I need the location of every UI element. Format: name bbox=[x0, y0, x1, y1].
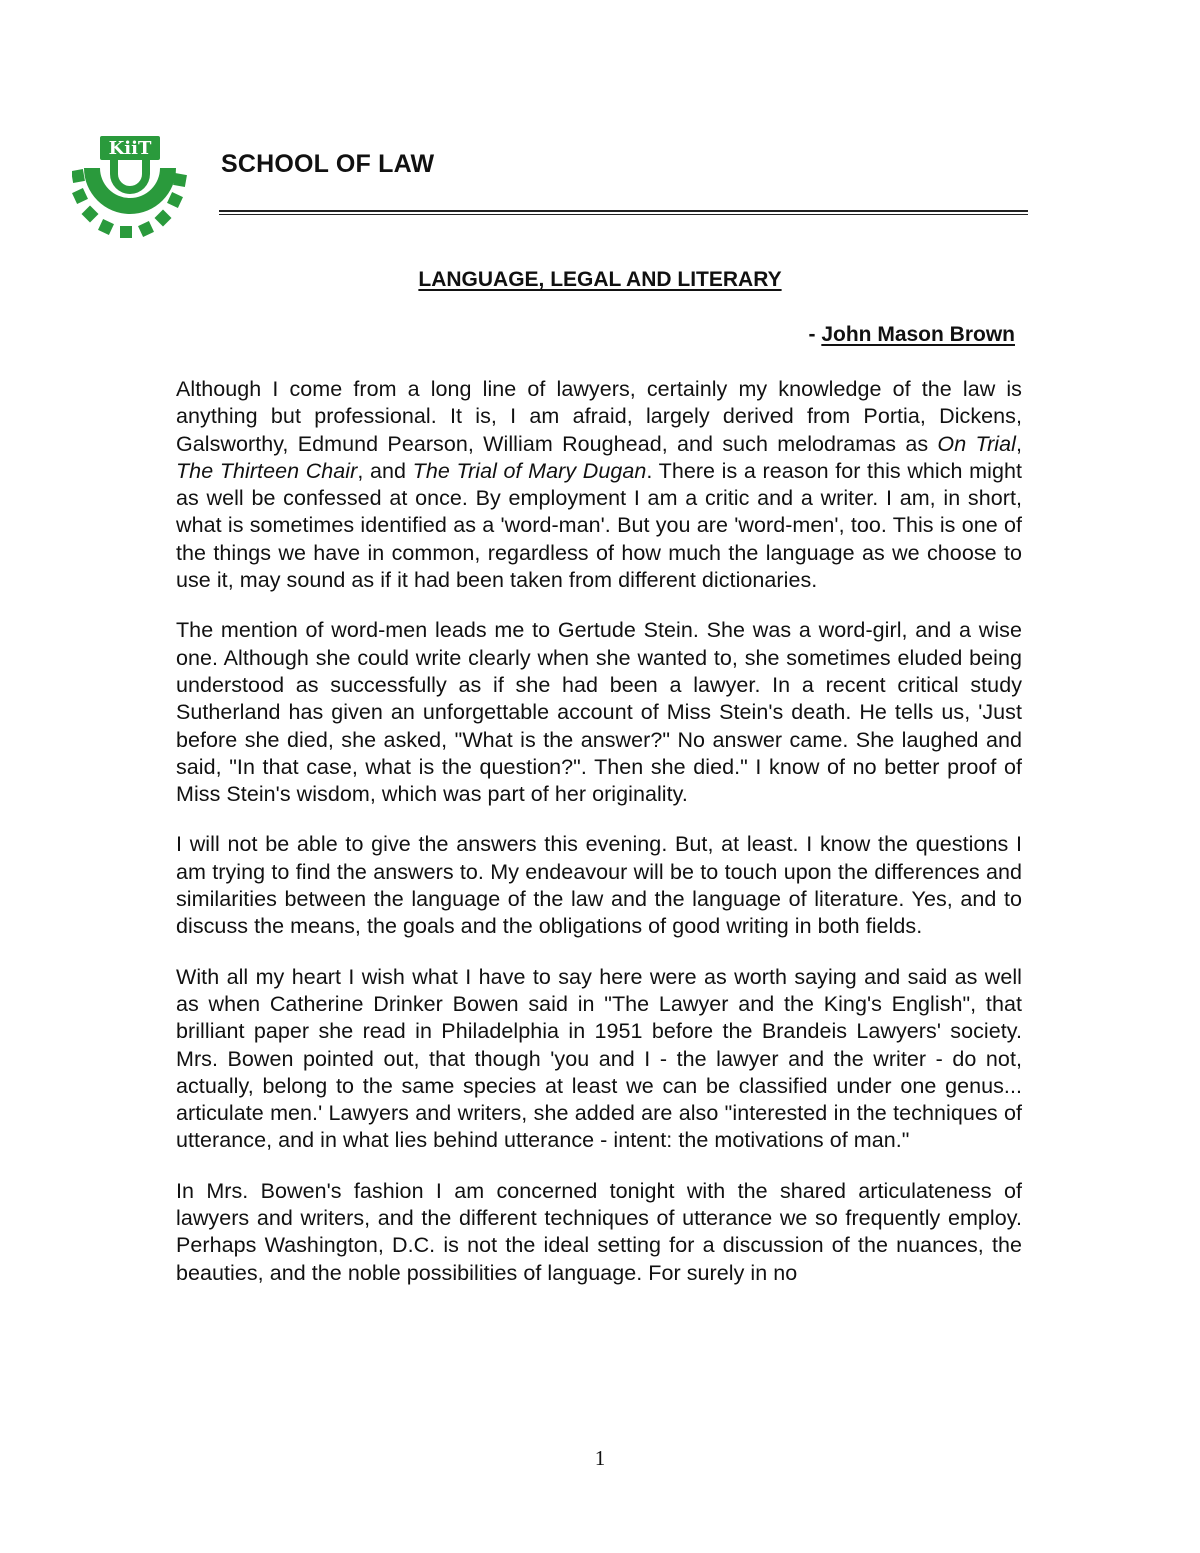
school-title: SCHOOL OF LAW bbox=[221, 150, 435, 178]
header-divider bbox=[219, 210, 1028, 215]
page-number: 1 bbox=[594, 1446, 606, 1470]
paragraph-3: I will not be able to give the answers this evening. But, at least. I know the questions I am trying to find the answers to. My endeavour will be to touch upon the differences and similarities between the language of the law and the language of literature. Yes, and to discuss the means, the goals and the obligations of good writing in both fields. bbox=[176, 832, 1022, 939]
paragraph-5: In Mrs. Bowen's fashion I am concerned tonight with the shared articulateness of lawyers and writers, and the different techniques of utterance we so frequently employ. Perhaps Washington, D.C. is not the ideal setting for a discussion of the nuances, the beauties, and the noble possibilities of language. For surely in no bbox=[176, 1178, 1022, 1285]
paragraph-2: The mention of word-men leads me to Gertude Stein. She was a word-girl, and a wise one. Although she could write clearly when she wanted to, she sometimes eluded being understood as successfully as if she had been a lawyer. In a recent critical study Sutherland has given an unforgettable account of Miss Stein's death. He tells us, 'Just before she died, she asked, "What is the answer?" No answer came. She laughed and said, "In that case, what is the question?". Then she died." I know of no better proof of Miss Stein's wisdom, which was part of her originality. bbox=[176, 618, 1022, 807]
paragraph-1-text-b: , bbox=[1015, 431, 1022, 456]
paragraph-4: With all my heart I wish what I have to say here were as worth saying and said as well as when Catherine Drinker Bowen said in "The Lawyer and the King's English", that brilliant paper she read in Philadelphia in 1951 before the Brandeis Lawyers' society. Mrs. Bowen pointed out, that though 'you and I - the lawyer and the writer - do not, actually, belong to the same species at least we can be classified under one genus... articulate men.' Lawyers and writers, she added are also "interested in the techniques of utterance, and in what lies behind utterance - intent: the motivations of man." bbox=[176, 964, 1022, 1153]
title-on-trial: On Trial bbox=[937, 431, 1016, 456]
kiit-logo-icon bbox=[72, 126, 188, 238]
title-trial-of-mary-dugan: The Trial of Mary Dugan bbox=[412, 458, 647, 483]
title-thirteen-chair: The Thirteen Chair bbox=[176, 458, 358, 483]
paragraph-1-text-d: . There is a reason for this which might as well be confessed at once. By employment I am a critic and a writer. I am, in short, what is sometimes identified as a 'word-man'. But you are 'word-men', too. This is one of the things we have in common, regardless of how much the language as we choose to use it, may sound as if it had been taken from different dictionaries. bbox=[176, 458, 1022, 593]
logo-text: KiiT bbox=[108, 138, 152, 159]
author-name: John Mason Brown bbox=[821, 323, 1015, 346]
byline bbox=[809, 323, 1016, 347]
paragraph-1-text-a: Although I come from a long line of lawyers, certainly my knowledge of the law is anything but professional. It is, I am afraid, largely derived from Portia, Dickens, Galsworthy, Edmund Pearson, William Roughead, and such melodramas as bbox=[176, 377, 1022, 456]
document-title: LANGUAGE, LEGAL AND LITERARY bbox=[418, 268, 782, 291]
byline-prefix: - bbox=[808, 323, 822, 346]
paragraph-1 bbox=[176, 376, 1022, 594]
article-body bbox=[176, 376, 1022, 1287]
paragraph-1-text-c: , and bbox=[357, 458, 413, 483]
